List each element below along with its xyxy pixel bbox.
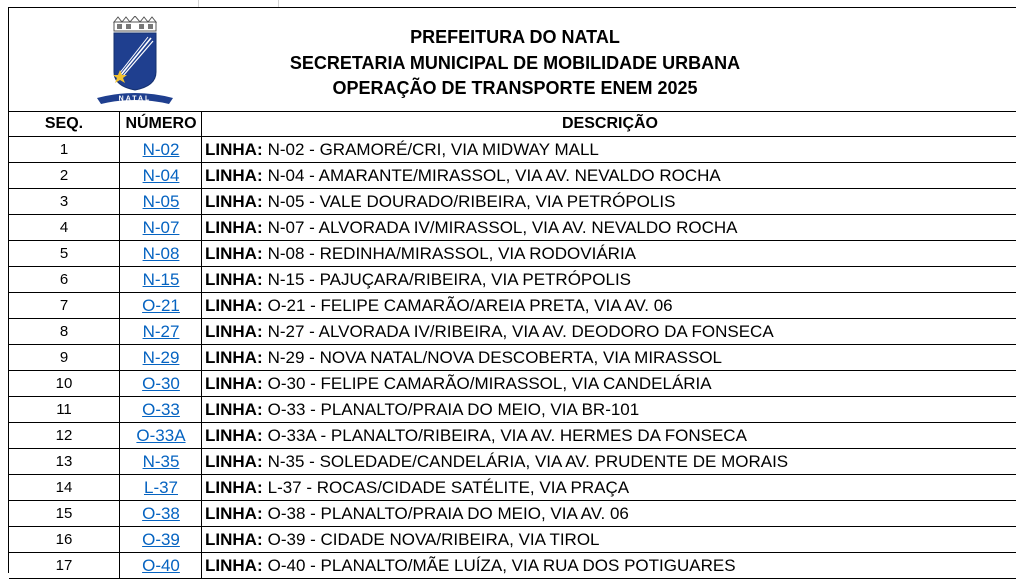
title-operacao: OPERAÇÃO DE TRANSPORTE ENEM 2025 [332, 78, 698, 98]
line-code-link[interactable]: N-05 [142, 191, 180, 211]
row-seq-number: 17 [55, 557, 73, 574]
column-header-row [9, 112, 1016, 137]
row-line-code-cell [119, 189, 202, 214]
row-line-code-cell [119, 319, 202, 344]
table-row [9, 449, 1016, 475]
row-line-code-cell [119, 215, 202, 240]
line-code-link[interactable]: N-35 [142, 451, 180, 471]
line-code-link[interactable]: N-02 [142, 139, 180, 159]
line-code-link[interactable]: O-33A [136, 425, 186, 445]
row-line-prefix: LINHA: [205, 191, 263, 211]
row-description [201, 137, 1016, 162]
row-line-prefix: LINHA: [205, 243, 263, 263]
row-seq-number: 3 [59, 193, 69, 210]
row-line-code-cell [119, 553, 202, 578]
title-prefeitura: PREFEITURA DO NATAL [410, 27, 620, 47]
row-line-prefix: LINHA: [205, 295, 263, 315]
row-line-prefix: LINHA: [205, 321, 263, 341]
column-header-descricao: DESCRIÇÃO [201, 112, 1016, 136]
row-description-text: N-04 - AMARANTE/MIRASSOL, VIA AV. NEVALDO ROCHA [267, 165, 721, 185]
row-seq-number: 16 [55, 531, 73, 548]
table-row [9, 215, 1016, 241]
row-line-code-cell [119, 501, 202, 526]
row-line-code-cell [119, 345, 202, 370]
row-seq-number: 15 [55, 505, 73, 522]
row-line-code-cell [119, 163, 202, 188]
table-row [9, 241, 1016, 267]
table-row [9, 397, 1016, 423]
row-line-prefix: LINHA: [205, 555, 263, 575]
row-line-prefix: LINHA: [205, 269, 263, 289]
row-description [201, 293, 1016, 318]
row-description [201, 371, 1016, 396]
natal-coat-of-arms-logo [93, 16, 177, 104]
row-seq-number: 14 [55, 479, 73, 496]
row-description-text: O-39 - CIDADE NOVA/RIBEIRA, VIA TIROL [267, 529, 600, 549]
document-titles [209, 25, 821, 102]
row-seq-number: 8 [59, 323, 69, 340]
row-line-prefix: LINHA: [205, 165, 263, 185]
line-code-link[interactable]: N-27 [142, 321, 180, 341]
row-line-prefix: LINHA: [205, 217, 263, 237]
row-line-prefix: LINHA: [205, 451, 263, 471]
row-description-text: O-21 - FELIPE CAMARÃO/AREIA PRETA, VIA AV. 06 [267, 295, 673, 315]
line-code-link[interactable]: O-30 [142, 373, 180, 393]
row-seq-number: 6 [59, 271, 69, 288]
line-code-link[interactable]: N-15 [142, 269, 180, 289]
table-row [9, 137, 1016, 163]
table-row [9, 293, 1016, 319]
row-description [201, 319, 1016, 344]
row-line-prefix: LINHA: [205, 503, 263, 523]
line-code-link[interactable]: N-04 [142, 165, 180, 185]
row-description-text: N-08 - REDINHA/MIRASSOL, VIA RODOVIÁRIA [267, 243, 637, 263]
row-seq-number: 5 [59, 245, 69, 262]
transport-table-sheet [8, 7, 1016, 573]
title-secretaria: SECRETARIA MUNICIPAL DE MOBILIDADE URBANA [289, 52, 741, 73]
line-code-link[interactable]: N-07 [142, 217, 180, 237]
row-description [201, 267, 1016, 292]
row-description [201, 423, 1016, 448]
bus-lines-table-body [9, 137, 1016, 579]
row-description [201, 501, 1016, 526]
row-description-text: N-27 - ALVORADA IV/RIBEIRA, VIA AV. DEODORO DA FONSECA [267, 321, 774, 341]
row-description [201, 397, 1016, 422]
table-row [9, 553, 1016, 579]
row-description-text: N-15 - PAJUÇARA/RIBEIRA, VIA PETRÓPOLIS [267, 269, 632, 289]
line-code-link[interactable]: O-33 [142, 399, 180, 419]
row-line-code-cell [119, 137, 202, 162]
row-seq-number: 4 [59, 219, 69, 236]
row-line-code-cell [119, 475, 202, 500]
row-description-text: L-37 - ROCAS/CIDADE SATÉLITE, VIA PRAÇA [267, 477, 630, 497]
row-line-code-cell [119, 371, 202, 396]
line-code-link[interactable]: N-08 [142, 243, 180, 263]
row-seq-number: 2 [59, 167, 69, 184]
row-line-prefix: LINHA: [205, 373, 263, 393]
column-header-numero: NÚMERO [119, 112, 202, 136]
table-row [9, 475, 1016, 501]
row-description [201, 163, 1016, 188]
row-description-text: O-30 - FELIPE CAMARÃO/MIRASSOL, VIA CANDELÁRIA [267, 373, 712, 393]
row-seq-number: 12 [55, 427, 73, 444]
line-code-link[interactable]: L-37 [143, 477, 179, 497]
table-row [9, 345, 1016, 371]
table-row [9, 163, 1016, 189]
row-description-text: N-35 - SOLEDADE/CANDELÁRIA, VIA AV. PRUDENTE DE MORAIS [267, 451, 789, 471]
row-line-prefix: LINHA: [205, 477, 263, 497]
row-seq-number: 1 [59, 141, 69, 158]
table-row [9, 501, 1016, 527]
column-header-seq: SEQ. [44, 115, 84, 132]
row-description-text: N-02 - GRAMORÉ/CRI, VIA MIDWAY MALL [267, 139, 599, 159]
line-code-link[interactable]: O-40 [142, 555, 180, 575]
table-row [9, 527, 1016, 553]
row-line-prefix: LINHA: [205, 425, 263, 445]
document-header [9, 8, 1016, 112]
row-line-prefix: LINHA: [205, 347, 263, 367]
line-code-link[interactable]: O-38 [142, 503, 180, 523]
row-description [201, 215, 1016, 240]
row-description [201, 345, 1016, 370]
row-line-code-cell [119, 527, 202, 552]
row-description-text: O-40 - PLANALTO/MÃE LUÍZA, VIA RUA DOS POTIGUARES [267, 555, 736, 575]
logo-ribbon-text: NATAL [118, 95, 152, 103]
line-code-link[interactable]: O-21 [142, 295, 180, 315]
row-line-code-cell [119, 449, 202, 474]
table-row [9, 189, 1016, 215]
row-description [201, 449, 1016, 474]
spreadsheet-gridlines [0, 0, 1016, 7]
row-line-prefix: LINHA: [205, 529, 263, 549]
row-seq-number: 7 [59, 297, 69, 314]
row-line-code-cell [119, 267, 202, 292]
row-seq-number: 9 [59, 349, 69, 366]
row-line-code-cell [119, 397, 202, 422]
row-description [201, 475, 1016, 500]
row-description [201, 241, 1016, 266]
row-seq-number: 13 [55, 453, 73, 470]
row-line-prefix: LINHA: [205, 139, 263, 159]
row-description-text: O-38 - PLANALTO/PRAIA DO MEIO, VIA AV. 06 [267, 503, 629, 523]
row-description-text: O-33A - PLANALTO/RIBEIRA, VIA AV. HERMES DA FONSECA [267, 425, 747, 445]
row-description [201, 189, 1016, 214]
line-code-link[interactable]: O-39 [142, 529, 180, 549]
row-description [201, 527, 1016, 552]
table-row [9, 267, 1016, 293]
row-line-prefix: LINHA: [205, 399, 263, 419]
row-seq-number: 10 [55, 375, 73, 392]
row-line-code-cell [119, 423, 202, 448]
row-line-code-cell [119, 293, 202, 318]
line-code-link[interactable]: N-29 [142, 347, 180, 367]
row-description-text: O-33 - PLANALTO/PRAIA DO MEIO, VIA BR-101 [267, 399, 640, 419]
row-seq-number: 11 [56, 401, 72, 418]
row-description-text: N-05 - VALE DOURADO/RIBEIRA, VIA PETRÓPOLIS [267, 191, 676, 211]
row-description [201, 553, 1016, 578]
table-row [9, 371, 1016, 397]
row-line-code-cell [119, 241, 202, 266]
row-description-text: N-07 - ALVORADA IV/MIRASSOL, VIA AV. NEVALDO ROCHA [267, 217, 738, 237]
table-row [9, 423, 1016, 449]
row-description-text: N-29 - NOVA NATAL/NOVA DESCOBERTA, VIA MIRASSOL [267, 347, 723, 367]
table-row [9, 319, 1016, 345]
